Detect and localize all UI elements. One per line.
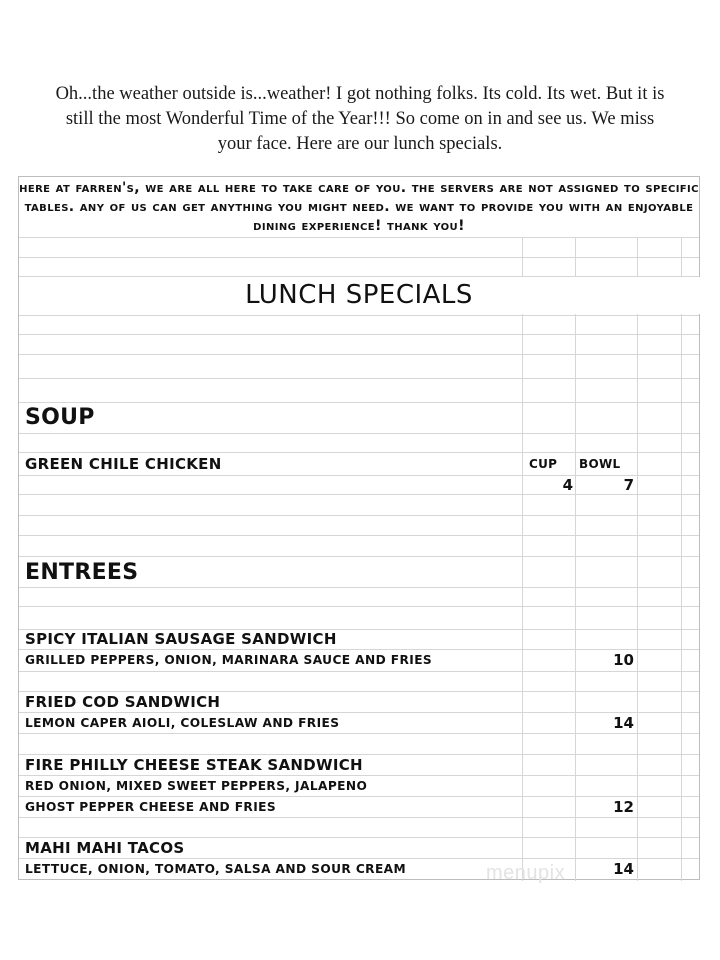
entree-price: 14 <box>613 860 634 878</box>
entree-name: FIRE PHILLY CHEESE STEAK SANDWICH <box>25 756 363 774</box>
bowl-price: 7 <box>623 476 634 494</box>
entree-name: SPICY ITALIAN SAUSAGE SANDWICH <box>25 630 337 648</box>
entree-description: LETTUCE, ONION, TOMATO, SALSA AND SOUR CREAM <box>25 862 407 876</box>
menu-sheet <box>18 176 700 880</box>
entree-price: 14 <box>613 714 634 732</box>
soup-item-name: GREEN CHILE CHICKEN <box>25 455 222 473</box>
entree-price: 12 <box>613 798 634 816</box>
entree-description: LEMON CAPER AIOLI, COLESLAW AND FRIES <box>25 716 340 730</box>
entree-price: 10 <box>613 651 634 669</box>
entree-description: GRILLED PEPPERS, ONION, MARINARA SAUCE AND FRIES <box>25 653 433 667</box>
service-notice: here at farren's, we are all here to take care of you. the servers are not assigned to specific tables. any of us can get anything you might need. we want to provide you with an enjoyable dining experience! thank you! <box>19 177 699 237</box>
entree-description: RED ONION, MIXED SWEET PEPPERS, JALAPENO <box>25 779 368 793</box>
entrees-heading: ENTREES <box>25 560 139 585</box>
bowl-label: BOWL <box>579 457 621 471</box>
entree-description: GHOST PEPPER CHEESE AND FRIES <box>25 800 277 814</box>
intro-paragraph: Oh...the weather outside is...weather! I got nothing folks. Its cold. Its wet. But it is still the most Wonderful Time of the Year!!! So come on in and see us. We miss your face. Here are our lunch specials. <box>55 84 665 154</box>
page-title: LUNCH SPECIALS <box>245 280 473 310</box>
soup-heading: SOUP <box>25 405 95 430</box>
cup-price: 4 <box>562 476 573 494</box>
entree-name: MAHI MAHI TACOS <box>25 839 185 857</box>
entree-name: FRIED COD SANDWICH <box>25 693 221 711</box>
watermark: menupix <box>486 862 566 884</box>
cup-label: CUP <box>529 457 558 471</box>
